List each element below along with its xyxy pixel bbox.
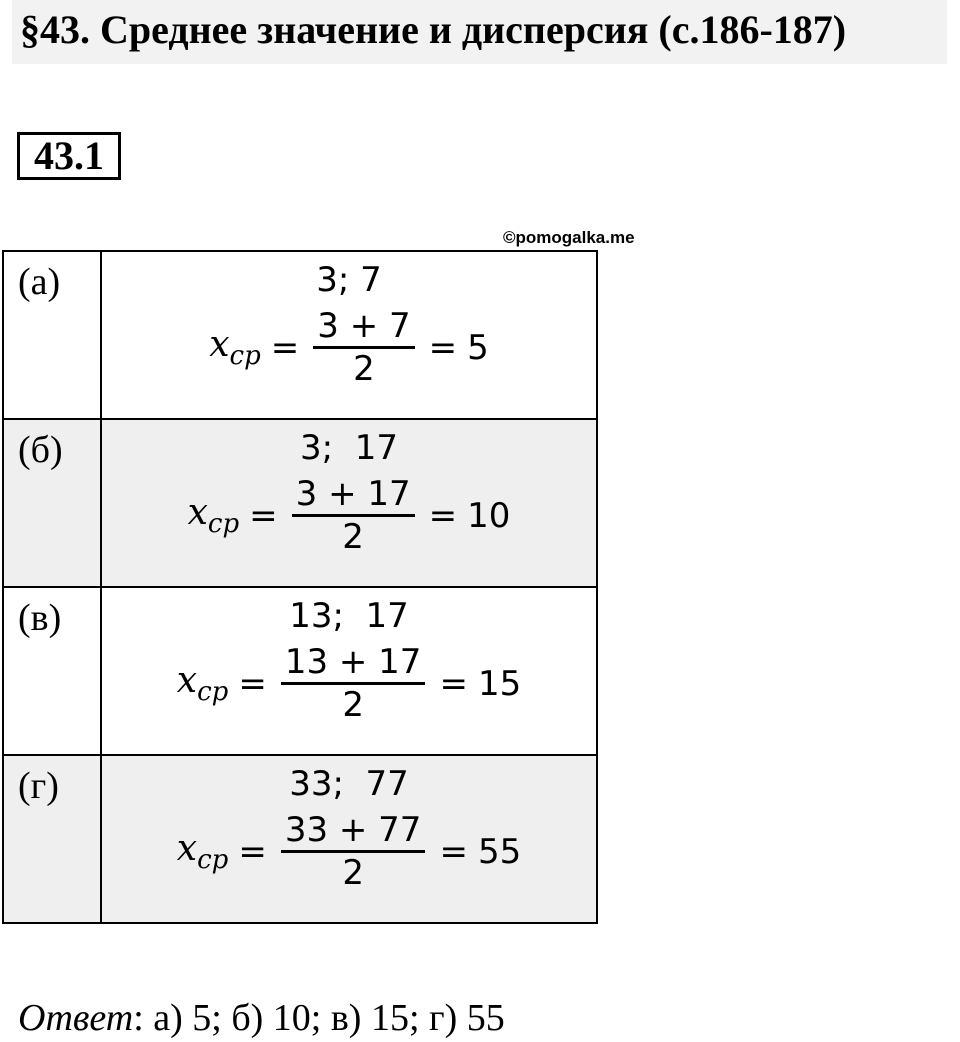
watermark: ©pomogalka.me: [503, 228, 635, 247]
equals-sign: =: [249, 495, 278, 536]
mean-equation: [102, 810, 596, 893]
solution-row: [3, 251, 597, 419]
mean-result: 10: [467, 495, 511, 536]
mean-result: 15: [477, 663, 522, 704]
fraction: [281, 810, 426, 893]
row-label: (а): [3, 251, 101, 419]
mean-symbol: [188, 492, 240, 539]
task-number-box: 43.1: [17, 132, 121, 180]
mean-symbol-letter: x: [176, 659, 198, 701]
given-values: 33; 77: [289, 764, 409, 804]
answer-line: [18, 995, 505, 1041]
equals-sign: =: [439, 663, 468, 704]
fraction: [313, 306, 414, 389]
fraction-denominator: 2: [342, 853, 364, 893]
mean-symbol: [177, 660, 229, 707]
mean-symbol: [209, 324, 261, 371]
equals-sign: =: [270, 327, 300, 368]
fraction-numerator: 13 + 17: [284, 642, 422, 682]
equals-sign: =: [428, 495, 458, 536]
row-math: [101, 587, 597, 755]
solution-row: [3, 587, 597, 755]
mean-symbol: [177, 828, 229, 875]
fraction: [292, 474, 415, 557]
row-label: (г): [3, 755, 101, 923]
fraction-denominator: 2: [353, 349, 375, 389]
row-math: [101, 251, 597, 419]
fraction-denominator: 2: [342, 517, 364, 557]
mean-symbol-letter: x: [187, 491, 208, 533]
fraction: [281, 642, 426, 725]
fraction-numerator: 3 + 17: [295, 474, 411, 514]
mean-result: 5: [467, 327, 489, 368]
mean-symbol-letter: x: [209, 323, 230, 365]
equals-sign: =: [238, 663, 267, 704]
mean-equation: [102, 474, 596, 557]
solution-row: [3, 419, 597, 587]
mean-symbol-subscript: cp: [207, 509, 240, 540]
mean-equation: [102, 642, 596, 725]
page-title: §43. Среднее значение и дисперсия (с.186-187): [20, 7, 847, 52]
mean-result: 55: [477, 831, 522, 872]
row-label: (б): [3, 419, 101, 587]
mean-equation: [102, 306, 596, 389]
given-values: 3; 7: [316, 260, 382, 300]
mean-symbol-subscript: cp: [197, 677, 229, 708]
mean-symbol-subscript: cp: [229, 341, 261, 372]
answer-text: : а) 5; б) 10; в) 15; г) 55: [133, 997, 505, 1039]
fraction-numerator: 3 + 7: [317, 306, 411, 346]
mean-symbol-subscript: cp: [197, 845, 229, 876]
given-values: 13; 17: [289, 596, 409, 636]
row-label: (в): [3, 587, 101, 755]
fraction-denominator: 2: [342, 685, 364, 725]
equals-sign: =: [238, 831, 267, 872]
mean-symbol-letter: x: [176, 827, 198, 869]
given-values: 3; 17: [300, 428, 398, 468]
fraction-numerator: 33 + 77: [284, 810, 422, 850]
row-math: [101, 419, 597, 587]
equals-sign: =: [428, 327, 458, 368]
page-header: [12, 0, 947, 64]
row-math: [101, 755, 597, 923]
equals-sign: =: [439, 831, 468, 872]
answer-label: Ответ: [18, 997, 134, 1039]
solutions-table: [2, 250, 598, 924]
solution-row: [3, 755, 597, 923]
